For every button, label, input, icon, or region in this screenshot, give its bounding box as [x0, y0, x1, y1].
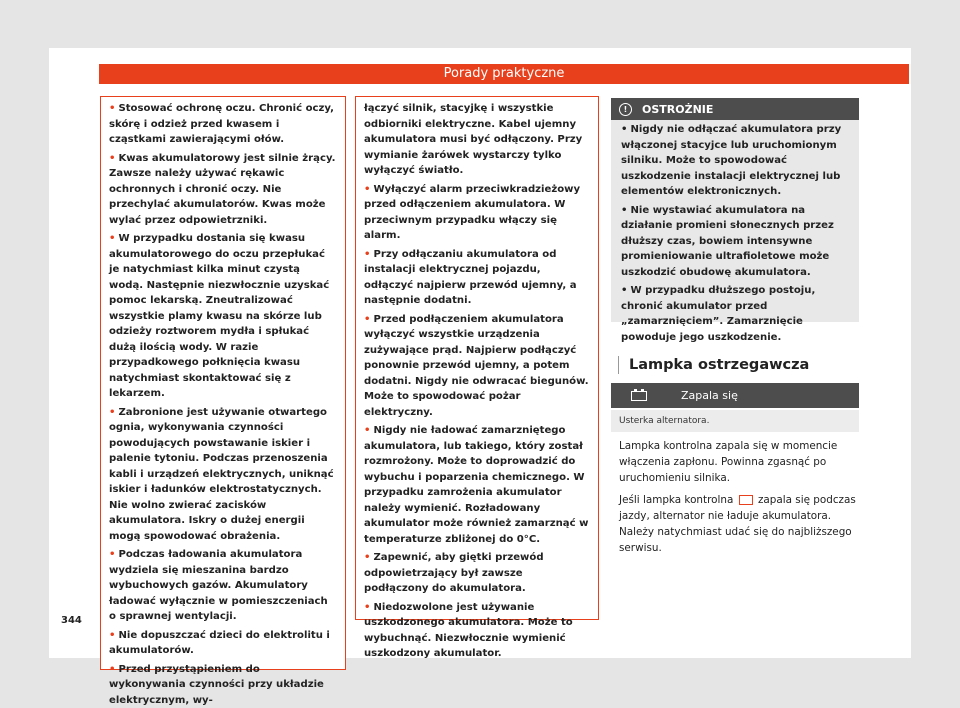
info-icon: ! [619, 103, 632, 116]
bullet-text: Przy odłączaniu akumulatora od instalacji elektrycznej pojazdu, odłączyć najpierw przewód ujemny, a następnie dodatni. [364, 248, 577, 306]
bullet-icon: • [109, 233, 116, 244]
bullet-text: Przed podłączeniem akumulatora wyłączyć wszystkie urządzenia zużywające prąd. Najpierw podłączyć ponownie przewód ujemny, a potem dodatni. Nigdy nie odwracać biegunów. Może to spowodować pożar elektryczny. [364, 313, 589, 418]
lamp-subtitle: Usterka alternatora. [611, 410, 859, 432]
body-paragraph: Lampka kontrolna zapala się w momencie włączenia zapłonu. Powinna zgasnąć po uruchomieniu silnika. [619, 440, 838, 484]
continued-text: łączyć silnik, stacyjkę i wszystkie odbiorniki elektryczne. Kabel ujemny akumulatora musi być odłączony. Przy wymianie żarówek wystarczy tylko wyłączyć światło. [364, 103, 583, 176]
bullet-text: Przed przystąpieniem do wykonywania czynności przy układzie elektrycznym, wy- [109, 663, 324, 706]
bullet-icon: • [621, 204, 628, 216]
bullet-item [621, 283, 851, 345]
bullet-icon: • [364, 601, 371, 613]
bullet-text: Kwas akumulatorowy jest silnie żrący. Zawsze należy używać rękawic ochronnych i chronić oczy. Nie przechylać akumulatorów. Kwas może wylać przez odpowietrzniki. [109, 152, 336, 226]
body-text-part: Jeśli lampka kontrolna [619, 494, 734, 506]
caution-title: OSTROŻNIE [642, 102, 714, 116]
warning-text [356, 97, 598, 662]
bullet-text: W przypadku dłuższego postoju, chronić akumulator przed „zamarznięciem”. Zamarznięcie powoduje jego uszkodzenie. [621, 285, 816, 343]
bullet-item [109, 231, 337, 402]
bullet-text: Podczas ładowania akumulatora wydziela się mieszanina bardzo wybuchowych gazów. Akumulatory ładować wyłącznie w pomieszczeniach o sprawnej wentylacji. [109, 549, 328, 622]
bullet-item [364, 312, 590, 421]
bullet-text: Nigdy nie ładować zamarzniętego akumulatora, lub takiego, który został rozmrożony. Może to doprowadzić do wybuchu i poparzenia chemicznego. W przypadku zamrożenia akumulator należy wymienić. Rozładowany akumulator może również zamarznąć w temperaturze zbliżonej do 0°C. [364, 425, 589, 545]
bullet-icon: • [109, 629, 116, 641]
bullet-item [364, 600, 590, 662]
bullet-text: Nigdy nie odłączać akumulatora przy włączonej stacyjce lub uruchomionym silniku. Może to spowodować uszkodzenie instalacji elektrycznej lub elementów elektronicznych. [621, 124, 842, 197]
bullet-icon: • [109, 549, 116, 560]
bullet-text: Nie wystawiać akumulatora na działanie promieni słonecznych przez dłuższy czas, bowiem intensywne promieniowanie ultrafioletowe może uszkodzić obudowę akumulatora. [621, 204, 834, 278]
caution-box [611, 98, 859, 343]
body-paragraph [619, 492, 859, 556]
bullet-item [364, 550, 590, 597]
bullet-item [109, 662, 337, 708]
bullet-icon: • [109, 406, 116, 418]
bullet-item [109, 547, 337, 625]
warning-box-middle [355, 96, 599, 659]
bullet-text: Niedozwolone jest używanie uszkodzonego akumulatora. Może to wybuchnąć. Niezwłocznie wymienić uszkodzony akumulator. [364, 601, 573, 659]
bullet-icon: • [109, 152, 116, 164]
bullet-text: Wyłączyć alarm przeciwkradzieżowy przed odłączeniem akumulatora. W przeciwnym przypadku włączy się alarm. [364, 183, 581, 241]
bullet-item [364, 423, 590, 547]
bullet-item [109, 101, 337, 148]
bullet-item [621, 122, 851, 200]
section-body [619, 438, 859, 562]
bullet-icon: • [621, 124, 628, 135]
warning-box-left [100, 96, 346, 706]
battery-icon [631, 391, 647, 401]
bullet-icon: • [109, 103, 116, 114]
bullet-text: Zabronione jest używanie otwartego ognia, wykonywania czynności powodujących powstawanie iskier i palenie tytoniu. Podczas przenoszenia kabli i urządzeń elektrycznych, uniknąć iskier i ładunków elektrostatycznych. Nie wolno zwierać zacisków akumulatora. Iskry o dużej energii mogą spowodować obrażenia. [109, 406, 334, 542]
bullet-item [109, 405, 337, 545]
bullet-item [109, 151, 337, 229]
battery-icon [739, 495, 753, 505]
bullet-item [364, 247, 590, 309]
section-title: Lampka ostrzegawcza [618, 356, 809, 374]
caution-text [611, 120, 859, 345]
bullet-text: Nie dopuszczać dzieci do elektrolitu i akumulatorów. [109, 629, 330, 656]
lamp-label: Zapala się [681, 389, 738, 402]
bullet-icon: • [364, 183, 371, 195]
bullet-icon: • [364, 425, 371, 436]
warning-text [101, 97, 345, 708]
bullet-icon: • [364, 313, 371, 325]
bullet-icon: • [621, 285, 628, 296]
bullet-item [109, 628, 337, 659]
bullet-text: Zapewnić, aby giętki przewód odpowietrzający był zawsze podłączony do akumulatora. [364, 552, 544, 594]
bullet-text: W przypadku dostania się kwasu akumulatorowego do oczu przepłukać je natychmiast kilka minut czystą wodą. Następnie niezwłocznie uzyskać pomoc lekarską. Zneutralizować wszystkie plamy kwasu na skórze lub odzieży roztworem mydła i spłukać dużą ilością wody. W razie przypadkowego połknięcia kwasu natychmiast skontaktować się z lekarzem. [109, 233, 330, 399]
bullet-icon: • [364, 248, 371, 260]
bullet-icon: • [364, 552, 371, 563]
body-text-part: zapala się podczas jazdy, alternator nie ładuje akumulatora. Należy natychmiast udać się do najbliższego serwisu. [619, 494, 856, 554]
lamp-header [611, 383, 859, 408]
caution-header [611, 98, 859, 120]
bullet-item [621, 203, 851, 281]
page-number: 344 [61, 615, 82, 626]
bullet-text: Stosować ochronę oczu. Chronić oczy, skórę i odzież przed kwasem i cząstkami zawierającymi ołów. [109, 103, 335, 145]
page-header: Porady praktyczne [99, 64, 909, 84]
bullet-item [364, 182, 590, 244]
bullet-icon: • [109, 663, 116, 675]
page [49, 48, 911, 706]
